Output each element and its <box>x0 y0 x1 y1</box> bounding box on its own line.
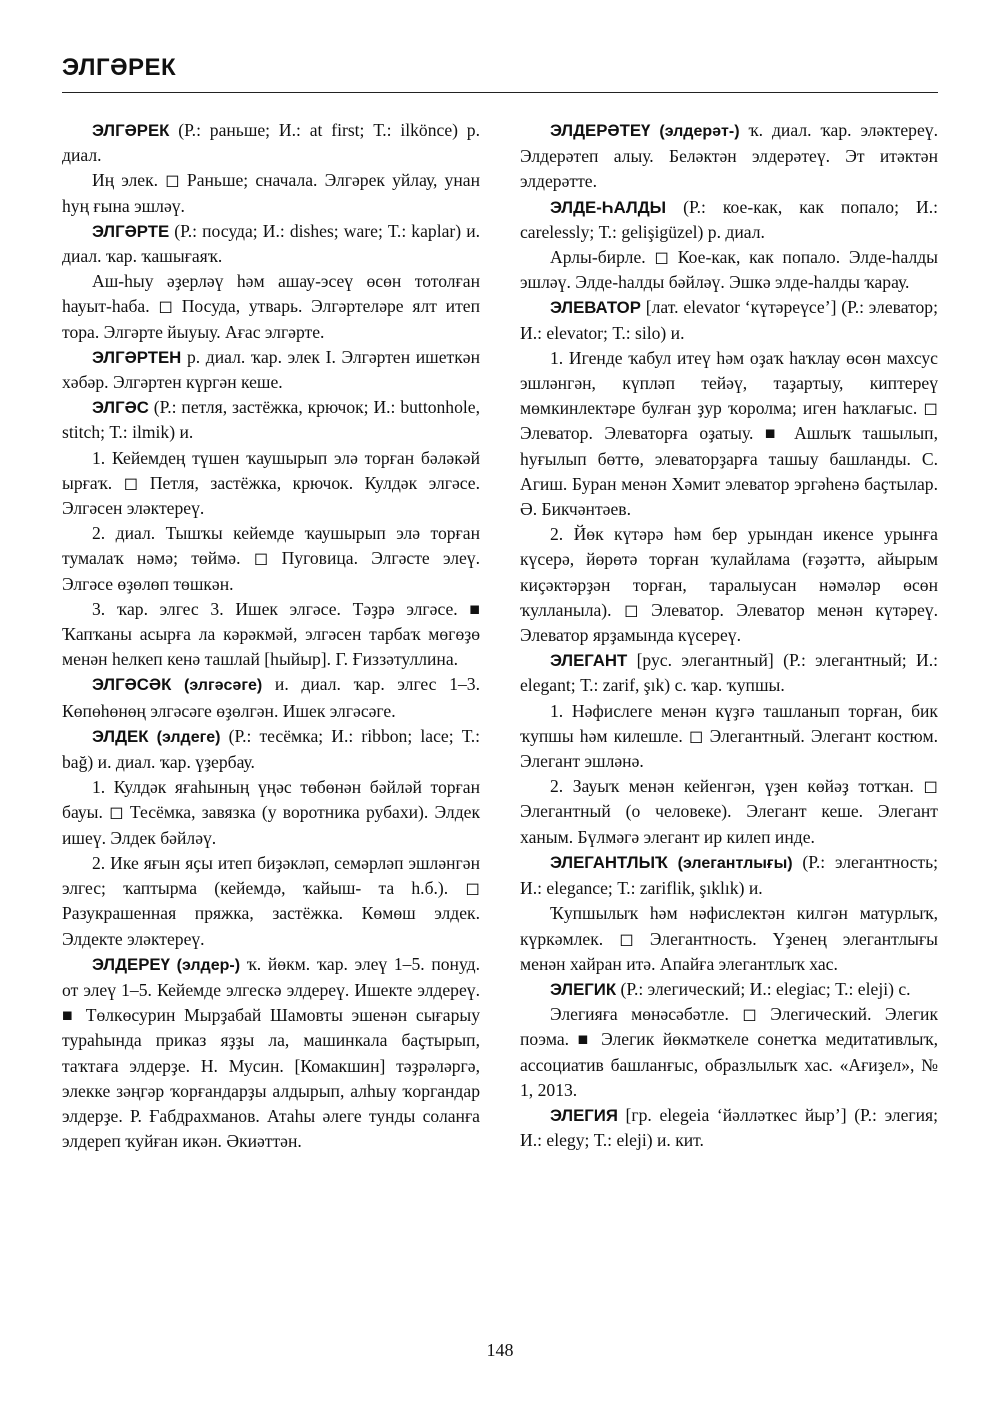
entry: ЭЛЕВАТОР [лат. elevator ‘күтәреүсе’] (Р.: элеватор; И.: elevator; Т.: silo) и. <box>520 297 938 343</box>
left-column <box>62 118 480 1154</box>
entry-sense: Элегияға мөнәсәбәтле. ◻ Элегический. Элегик поэма. ■ Элегик йөкмәткеле сонетҡа медитативлыҡ, ассоциатив башланғыс, образлылыҡ хас. «Ағиҙел», № 1, 2013. <box>520 1004 938 1100</box>
entry-sense: 1. Игенде ҡабул итеү һәм оҙаҡ һаҡлау өсөн махсус эшләнгән, күпләп тейәү, таҙартыу, киптереү мөмкинлектәре булған ҙур ҡоролма; иген һаҡлағыс. ◻ Элеватор. Элеваторға оҙатыу. ■ Ашлыҡ ташылып, һуғылып бөттө, элеваторҙарға ташыу башланды. С. Агиш. Буран менән Хәмит элеватор эргәһенә баҫтылар. Ә. Бикчәнтәев. <box>520 347 938 520</box>
entry-sense: Иң элек. ◻ Раньше; сначала. Элгәрек уйлау, унан һуң ғына эшләү. <box>62 170 480 216</box>
entry-sense: 2. диал. Тышҡы кейемде ҡаушырып элә торған тумалаҡ нәмә; төймә. ◻ Пуговица. Элгәсте элеү. Элгәсе өҙөлөп төшкән. <box>62 523 480 594</box>
entry: ЭЛДЕ-ҺАЛДЫ (Р.: кое-как, как попало; И.: carelessly; Т.: gelişigüzel) р. диал. <box>520 196 938 242</box>
entry: ЭЛГӘРЕК (Р.: раньше; И.: at first; Т.: ilköncе) р. диал. <box>62 120 480 166</box>
entry: ЭЛЕГИЯ [гр. elegeia ‘йәлләткес йыр’] (Р.: элегия; И.: elegy; Т.: eleji) и. кит. <box>520 1104 938 1151</box>
page-number: 148 <box>486 1340 514 1360</box>
entry-sense: 2. Зауыҡ менән кейенгән, үҙен көйәҙ тотҡан. ◻ Элегантный (о человеке). Элегант кеше. Элегант ханым. Бүлмәгә элегант ир килеп инде. <box>520 776 938 847</box>
entry: ЭЛДЕРЕҮ (элдер-) ҡ. йөкм. ҡар. элеү 1–5. понуд. от элеү 1–5. Кейемде элгескә элдереү. Ишекте элдереү. ■ Төлкөсурин Мырҙабай Шамовты эшенән сығарыу тураһында приказ яҙҙы ла, машинкала баҫтырып, таҡтаға элдерҙе. Н. Мусин. [Комакшин] тәҙрәләргә, элекке зәңгәр ҡорғандарҙы алдырып, алһыу ҡоргандар элдерҙе. Р. Ғабдрахманов. Атаһы әлеге тунды соланға элдереп ҡуйған икән. Әкиәттән. <box>62 953 480 1152</box>
entry: ЭЛЕГИК (Р.: элегический; И.: elegiac; Т.: eleji) с. <box>550 978 911 999</box>
right-column <box>520 118 938 1153</box>
entry-sense: Ҡупшылыҡ һәм нәфислектән килгән матурлыҡ, күркәмлек. ◻ Элегантность. Үҙенең элегантлығы менән хайран итә. Апайға элегантлыҡ хас. <box>520 903 938 974</box>
entry-sense: 1. Нәфислеге менән күҙгә ташланып торған, бик ҡупшы һәм килешле. ◻ Элегантный. Элегант костюм. Элегант эшләнә. <box>520 700 938 772</box>
entry-sense: Арлы-бирле. ◻ Кое-как, как попало. Элде-һалды эшләү. Элде-һалды бәйләү. Эшкә элде-һалды ҡарау. <box>520 247 938 293</box>
running-head: ЭЛГӘРЕК <box>62 54 177 81</box>
entry-sense: 1. Кейемдең түшен ҡаушырып элә торған бәләкәй ырғаҡ. ◻ Петля, застёжка, крючок. Кулдәк элгәсе. Элгәсен эләктереү. <box>62 447 480 519</box>
entry: ЭЛЕГАНТ [рус. элегантный] (Р.: элегантный; И.: elegant; Т.: zarif, şık) с. ҡар. ҡупшы. <box>520 650 938 696</box>
entry: ЭЛГӘСӘК (элгәсәге) и. диал. ҡар. элгес 1–3. Көпөһөнөң элгәсәге өҙөлгән. Ишек элгәсәге. <box>62 674 480 721</box>
entry-sense: 1. Кулдәк яғаһының үңәс төбөнән бәйләй торған бауы. ◻ Тесёмка, завязка (у воротника рубахи). Элдек ишеү. Элдек бәйләү. <box>62 777 480 848</box>
entry-sense: 2. Ике яғын яҫы итеп биҙәкләп, семәрләп эшләнгән элгес; ҡаптырма (кейемдә, ҡайыш- та һ.б.). ◻ Разукрашенная пряжка, застёжка. Көмөш элдек. Элдекте эләктереү. <box>62 852 480 949</box>
entry: ЭЛГӘС (Р.: петля, застёжка, крючок; И.: buttonhole, stitch; Т.: ilmik) и. <box>62 397 480 443</box>
entry: ЭЛДЕК (элдеге) (Р.: тесёмка; И.: ribbon; lace; Т.: bağ) и. диал. ҡар. үҙербау. <box>62 725 480 773</box>
entry: ЭЛГӘРТЕ (Р.: посуда; И.: dishes; ware; Т.: kaplar) и. диал. ҡар. ҡашығаяҡ. <box>62 220 481 267</box>
entry-sense: 3. ҡар. элгес 3. Ишек элгәсе. Тәҙрә элгәсе. ■ Ҡапҡаны асырға ла кәрәкмәй, элгәсен тарбаҡ мөгөҙө менән һелкеп кенә ташлай [һыйыр]. Г. Ғиззәтуллина. <box>62 598 480 670</box>
entry-sense: Аш-һыу әҙерләү һәм ашау-эсеү өсөн тотолған һауыт-һаба. ◻ Посуда, утварь. Элгәртеләре ялт итеп тора. Элгәрте йыуыу. Ағас элгәрте. <box>62 271 480 342</box>
entry: ЭЛЕГАНТЛЫҠ (элегантлығы) (Р.: элегантность; И.: elegance; Т.: zariflik, şıklık) и. <box>520 851 938 899</box>
entry-sense: 2. Йөк күтәрә һәм бер урындан икенсе урынға күсерә, йөрөтә торған ҡулайлама (ғәҙәттә, айырым киҫәктәрҙән торған, таралыусан нәмәләр өсөн ҡулланыла). ◻ Элеватор. Элеватор менән күтәреү. Элеватор ярҙамында күсереү. <box>520 524 938 646</box>
header-rule <box>62 92 938 93</box>
entry: ЭЛДЕРӘТЕҮ (элдерәт-) ҡ. диал. ҡар. эләктереү. Элдерәтеп алыу. Беләктән элдерәтеү. Эт итәктән элдерәтте. <box>520 120 938 192</box>
entry: ЭЛГӘРТЕН р. диал. ҡар. элек I. Элгәртен ишеткән хәбәр. Элгәртен күргән кеше. <box>62 346 480 393</box>
